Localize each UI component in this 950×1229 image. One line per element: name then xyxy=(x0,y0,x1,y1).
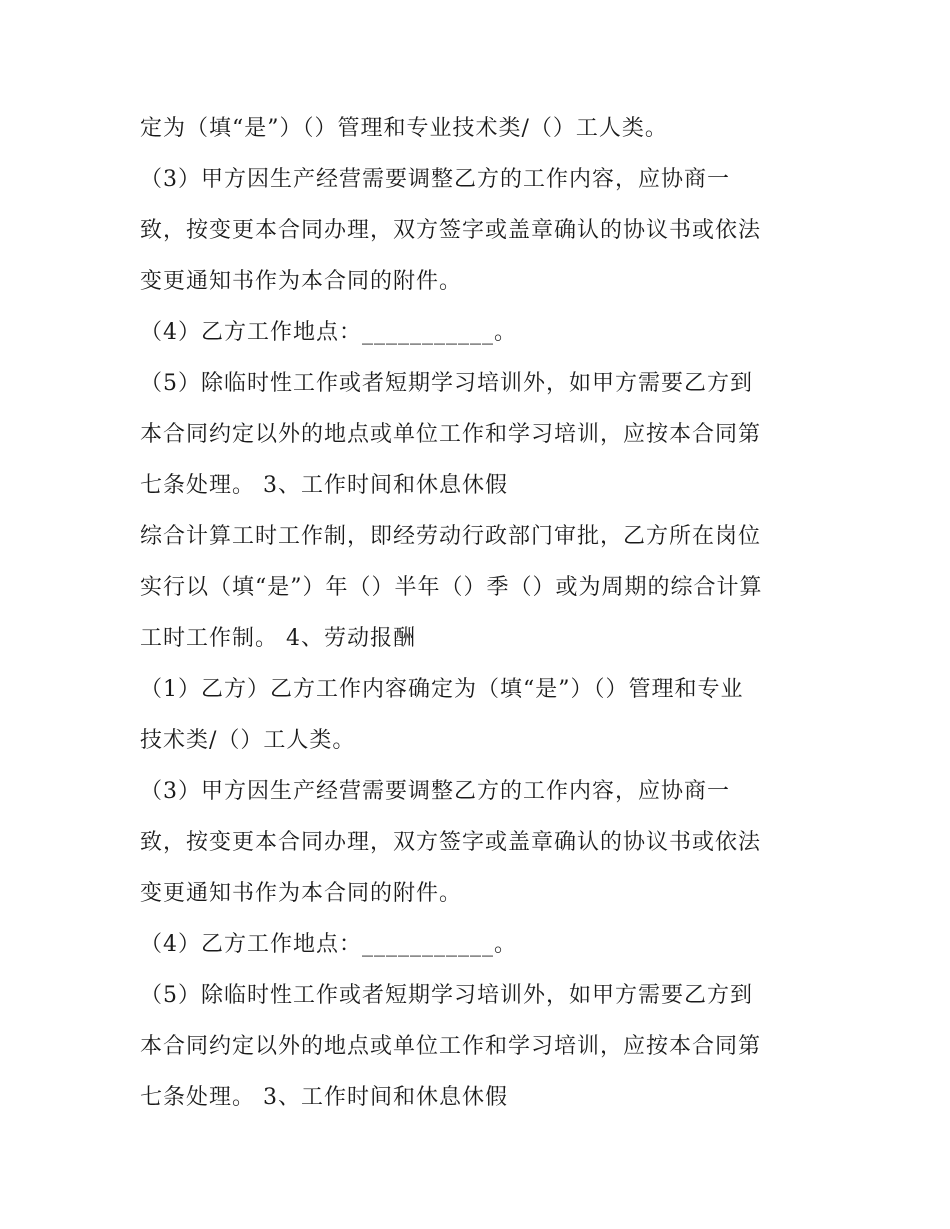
text-line: 工时工作制。 4、劳动报酬 xyxy=(140,626,416,651)
text-line: 致，按变更本合同办理，双方签字或盖章确认的协议书或依法 xyxy=(140,830,762,855)
text-line: （4）乙方工作地点：___________。 xyxy=(140,932,517,957)
text-line: （5）除临时性工作或者短期学习培训外，如甲方需要乙方到 xyxy=(140,983,753,1008)
text-line: （3）甲方因生产经营需要调整乙方的工作内容，应协商一 xyxy=(140,779,730,804)
text-line: （4）乙方工作地点：___________。 xyxy=(140,320,517,345)
text-line: 致，按变更本合同办理，双方签字或盖章确认的协议书或依法 xyxy=(140,218,762,243)
text-line: 七条处理。 3、工作时间和休息休假 xyxy=(140,1085,508,1110)
text-line: 定为（填“是”）（）管理和专业技术类/（）工人类。 xyxy=(140,116,668,141)
text-line: 综合计算工时工作制，即经劳动行政部门审批，乙方所在岗位 xyxy=(140,524,762,549)
text-line: 实行以（填“是”）年（）半年（）季（）或为周期的综合计算 xyxy=(140,575,763,600)
text-line: （1）乙方）乙方工作内容确定为（填“是”）（）管理和专业 xyxy=(140,677,744,702)
text-line: 技术类/（）工人类。 xyxy=(140,728,356,753)
text-line: （5）除临时性工作或者短期学习培训外，如甲方需要乙方到 xyxy=(140,371,753,396)
text-line: 变更通知书作为本合同的附件。 xyxy=(140,269,463,294)
text-line: 本合同约定以外的地点或单位工作和学习培训，应按本合同第 xyxy=(140,1034,762,1059)
document-body xyxy=(140,103,830,1123)
text-line: 本合同约定以外的地点或单位工作和学习培训，应按本合同第 xyxy=(140,422,762,447)
text-line: （3）甲方因生产经营需要调整乙方的工作内容，应协商一 xyxy=(140,167,730,192)
text-line: 七条处理。 3、工作时间和休息休假 xyxy=(140,473,508,498)
text-line: 变更通知书作为本合同的附件。 xyxy=(140,881,463,906)
